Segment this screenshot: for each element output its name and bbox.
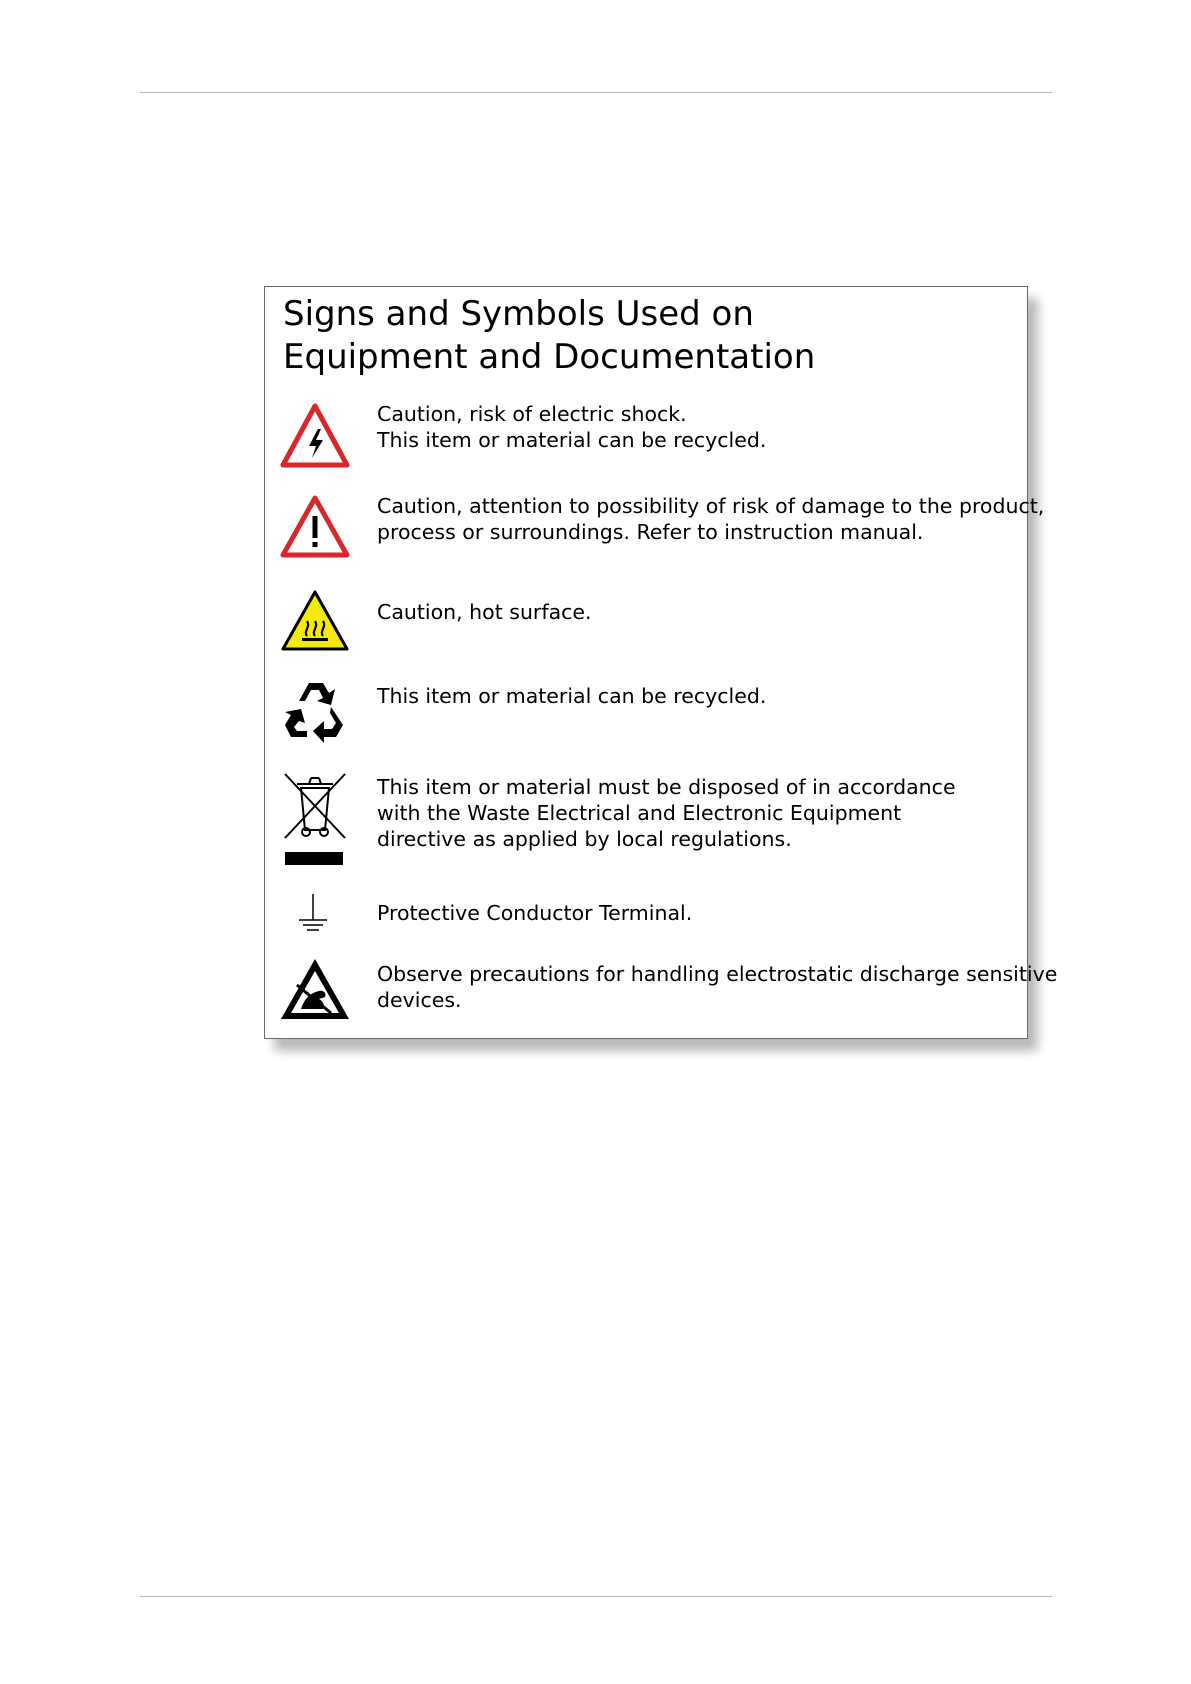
symbol-text-line: This item or material can be recycled. bbox=[377, 428, 767, 452]
symbol-text bbox=[377, 961, 1058, 1013]
symbol-text-line: Observe precautions for handling electrostatic discharge sensitive bbox=[377, 962, 1058, 986]
symbol-text-line: process or surroundings. Refer to instruction manual. bbox=[377, 520, 924, 544]
hot-surface-icon bbox=[279, 587, 351, 655]
symbol-text bbox=[377, 900, 1017, 926]
symbol-text-line: Protective Conductor Terminal. bbox=[377, 901, 693, 925]
panel-title bbox=[283, 293, 815, 379]
symbol-text bbox=[377, 774, 1017, 852]
footer-rule bbox=[140, 1596, 1052, 1597]
recycle-icon bbox=[279, 671, 351, 743]
symbol-text-line: This item or material must be disposed of in accordance bbox=[377, 775, 956, 799]
symbol-text bbox=[377, 401, 1017, 453]
symbols-panel bbox=[264, 286, 1058, 1039]
header-rule bbox=[140, 92, 1052, 93]
symbol-text-line: Caution, risk of electric shock. bbox=[377, 402, 687, 426]
esd-sensitive-icon bbox=[279, 955, 351, 1023]
general-caution-icon bbox=[279, 493, 351, 561]
symbol-text bbox=[377, 599, 1017, 625]
title-line-1: Signs and Symbols Used on bbox=[283, 294, 754, 334]
symbol-text bbox=[377, 683, 1017, 709]
title-line-2: Equipment and Documentation bbox=[283, 337, 816, 377]
symbol-text bbox=[377, 493, 1045, 545]
symbol-text-line: This item or material can be recycled. bbox=[377, 684, 767, 708]
symbol-text-line: Caution, attention to possibility of risk of damage to the product, bbox=[377, 494, 1045, 518]
protective-earth-icon bbox=[279, 892, 351, 936]
symbol-text-line: devices. bbox=[377, 988, 462, 1012]
weee-crossed-bin-icon bbox=[279, 770, 351, 870]
symbol-text-line: with the Waste Electrical and Electronic Equipment bbox=[377, 801, 902, 825]
symbol-text-line: directive as applied by local regulations. bbox=[377, 827, 792, 851]
symbol-text-line: Caution, hot surface. bbox=[377, 600, 592, 624]
electric-shock-warning-icon bbox=[279, 401, 351, 471]
